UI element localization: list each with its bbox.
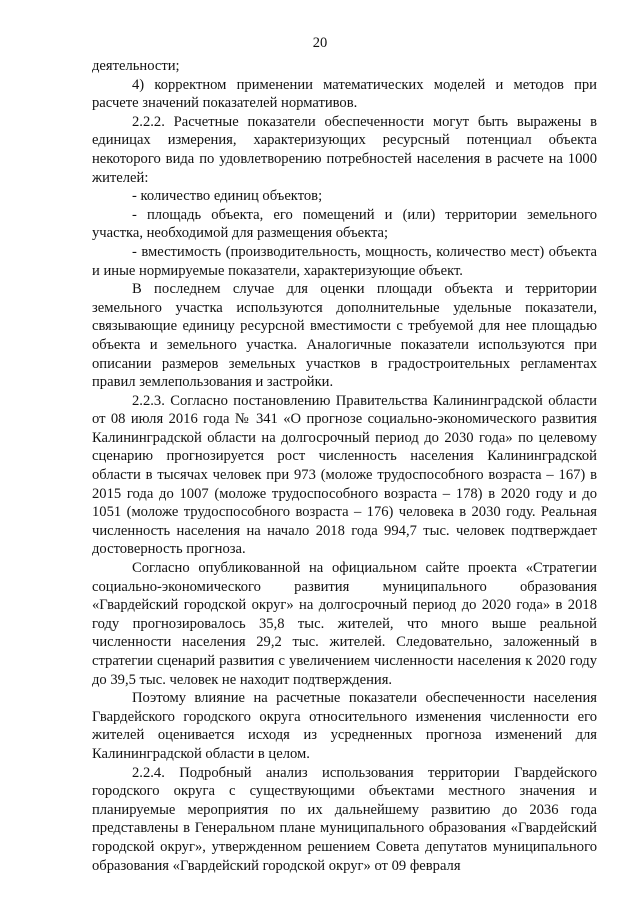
list-item: - количество единиц объектов; <box>132 188 323 205</box>
paragraph: В последнем случае для оценки площади объекта и территории земельного участка используются дополнительные удельные показатели, связывающие единицу ресурсной вместимости с требуемой для нее площадью объекта и земельного участка. Аналогичные показатели используются при описании размеров земельных участков в градостроительных регламентах правил землепользования и застройки. <box>92 281 597 391</box>
paragraph: деятельности; <box>92 58 180 74</box>
paragraph: 2.2.4. Подробный анализ использования территории Гвардейского городского округа с существующими объектами местного значения и планируемые мероприятия по их дальнейшему развитию до 2036 года представлены в Генеральном плане муниципального образования «Гвардейский городской округ», утвержденном решением Совета депутатов муниципального образования «Гвардейский городской округ» от 09 февраля <box>92 764 597 874</box>
paragraph: 2.2.2. Расчетные показатели обеспеченности могут быть выражены в единицах измерения, характеризующих ресурсный потенциал объекта некоторого вида по удовлетворению потребностей населения в расчете на 1000 жителей: <box>92 113 597 186</box>
list-item: - вместимость (производительность, мощность, количество мест) объекта и иные нормируемые показатели, характеризующие объект. <box>92 243 597 279</box>
list-item: - площадь объекта, его помещений и (или) территории земельного участка, необходимой для размещения объекта; <box>92 206 597 242</box>
page-number: 20 <box>312 35 328 51</box>
paragraph: Поэтому влияние на расчетные показатели обеспеченности населения Гвардейского городского округа относительного изменения численности его жителей оценивается исходя из усредненных прогноза изменений для Калининградской области в целом. <box>92 690 597 762</box>
paragraph: 2.2.3. Согласно постановлению Правительства Калининградской области от 08 июля 2016 года № 341 «О прогнозе социально-экономического развития Калининградской области на долгосрочный период до 2030 года» по целевому сценарию прогнозируется рост численность населения Калининградской области в тысячах человек при 973 (моложе трудоспособного возраста – 167) в 2015 года до 1007 (моложе трудоспособного возраста – 178) в 2020 году и до 1051 (моложе трудоспособного возраста – 176) человека в 2030 году. Реальная численность населения на начало 2018 года 994,7 тыс. человек подтверждает достоверность прогноза. <box>92 392 597 558</box>
paragraph: 4) корректном применении математических моделей и методов при расчете значений показателей нормативов. <box>92 76 597 112</box>
paragraph: Согласно опубликованной на официальном сайте проекта «Стратегии социально-экономического развития муниципального образования «Гвардейский городской округ» на долгосрочный период до 2020 года» в 2018 году прогнозировалось 35,8 тыс. жителей, что много выше реальной численности населения 29,2 тыс. жителей. Следовательно, заложенный в стратегии сценарий развития с увеличением численности населения к 2020 году до 39,5 тыс. человек не находит подтверждения. <box>92 560 597 688</box>
document-body <box>92 57 597 875</box>
